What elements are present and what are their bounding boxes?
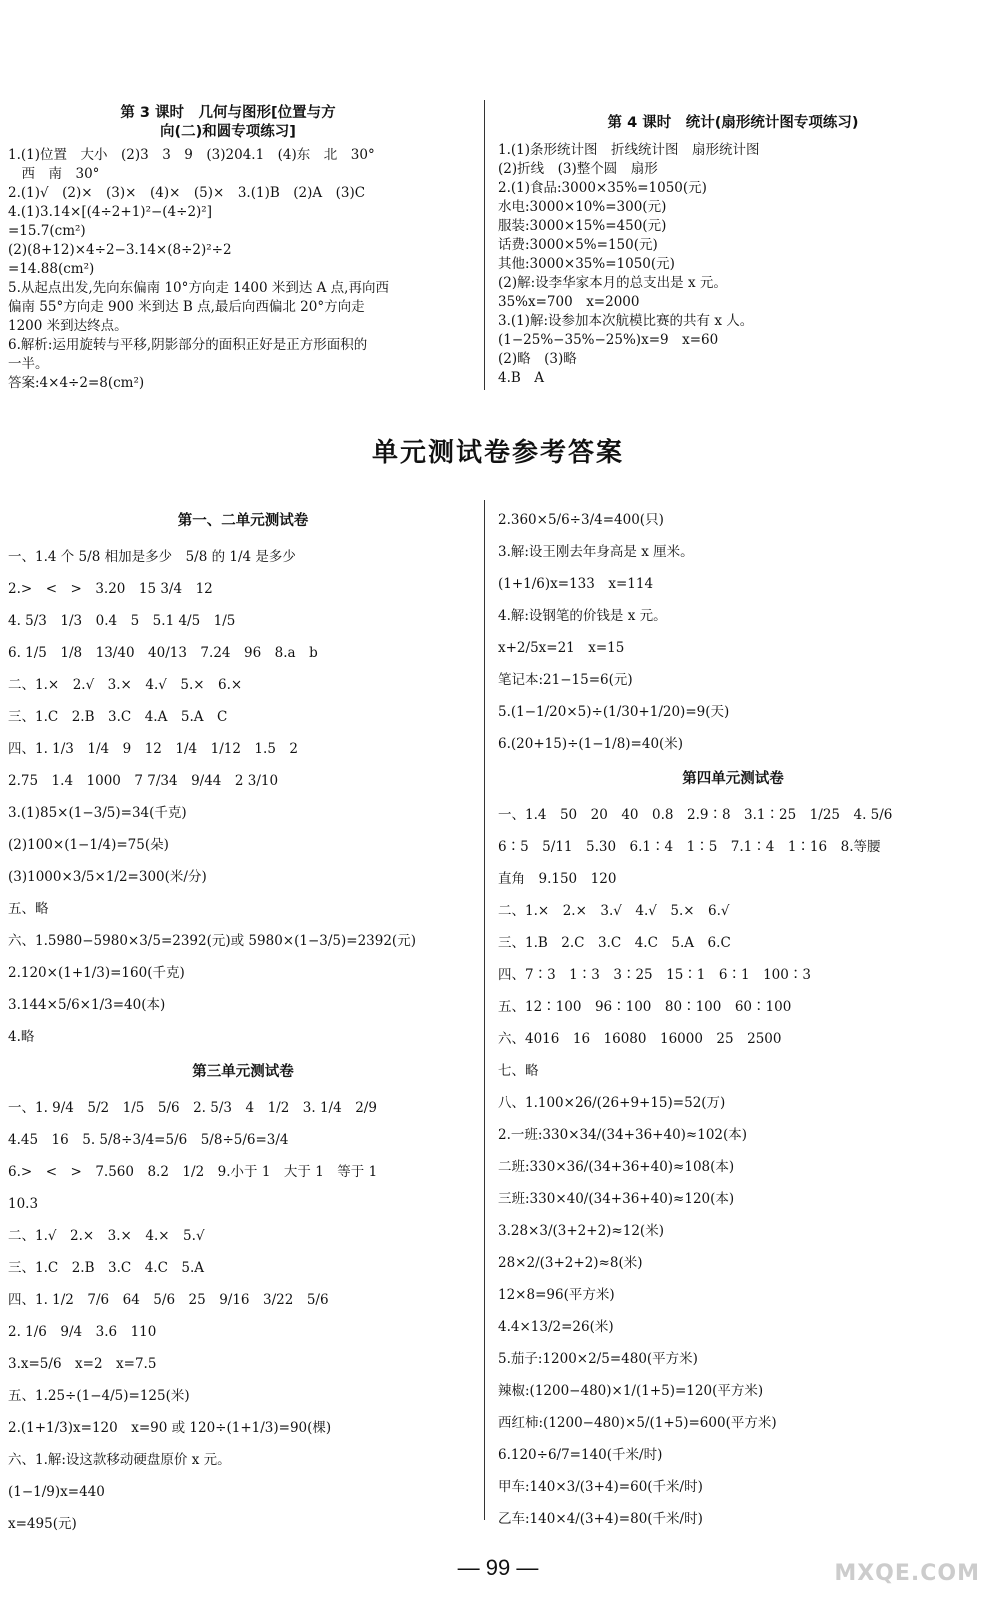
answer-line: (2)略 (3)略 xyxy=(498,351,577,367)
answer-line: 五、12∶100 96∶100 80∶100 60∶100 xyxy=(498,999,792,1015)
answer-line: (1−1/9)x=440 xyxy=(8,1484,105,1500)
unit12-title: 第一、二单元测试卷 xyxy=(177,513,309,529)
answer-line: 笔记本:21−15=6(元) xyxy=(498,672,633,688)
lesson4-answers xyxy=(498,141,968,388)
unit3-title: 第三单元测试卷 xyxy=(192,1064,294,1080)
answer-line: 辣椒:(1200−480)×1/(1+5)=120(平方米) xyxy=(498,1383,764,1399)
answer-line: 水电:3000×10%=300(元) xyxy=(498,199,667,215)
answer-line: 一、1. 9/4 5/2 1/5 5/6 2. 5/3 4 1/2 3. 1/4 2/9 xyxy=(8,1100,377,1116)
unit4-answers xyxy=(498,799,968,1535)
answer-line: (3)1000×3/5×1/2=300(米/分) xyxy=(8,869,207,885)
answer-line: 六、1.5980−5980×3/5=2392(元)或 5980×(1−3/5)=2392(元) xyxy=(8,933,416,949)
answer-line: 3.解:设王刚去年身高是 x 厘米。 xyxy=(498,544,694,560)
answer-line: 6. 1/5 1/8 13/40 40/13 7.24 96 8.a b xyxy=(8,645,318,661)
unit12-answers xyxy=(8,541,478,1053)
answer-line: 5.(1−1/20×5)÷(1/30+1/20)=9(天) xyxy=(498,704,730,720)
answer-line: 2.(1)食品:3000×35%=1050(元) xyxy=(498,180,707,196)
answer-line: 答案:4×4÷2=8(cm²) xyxy=(8,375,145,391)
page-number: — 99 — xyxy=(457,1555,539,1580)
answer-line: 5.从起点出发,先向东偏南 10°方向走 1400 米到达 A 点,再向西 xyxy=(8,280,389,296)
answer-line: 话费:3000×5%=150(元) xyxy=(498,237,658,253)
lesson4-title: 第 4 课时 统计(扇形统计图专项练习) xyxy=(607,115,859,131)
answer-line: 4.45 16 5. 5/8÷3/4=5/6 5/8÷5/6=3/4 xyxy=(8,1132,289,1148)
answer-line: 二、1.× 2.× 3.√ 4.√ 5.× 6.√ xyxy=(498,903,730,919)
answer-line: 4.B A xyxy=(498,370,545,386)
top-divider xyxy=(484,100,485,390)
answer-line: 1200 米到达终点。 xyxy=(8,318,128,334)
answer-line: 一、1.4 个 5/8 相加是多少 5/8 的 1/4 是多少 xyxy=(8,549,296,565)
bottom-right-column xyxy=(498,504,968,1535)
answer-line: 四、7∶3 1∶3 3∶25 15∶1 6∶1 100∶3 xyxy=(498,967,811,983)
answer-line: 三、1.C 2.B 3.C 4.C 5.A xyxy=(8,1260,205,1276)
answer-line: 10.3 xyxy=(8,1196,39,1212)
answer-line: 3.144×5/6×1/3=40(本) xyxy=(8,997,166,1013)
answer-line: (2)折线 (3)整个圆 扇形 xyxy=(498,161,658,177)
answer-line: 2. 1/6 9/4 3.6 110 xyxy=(8,1324,157,1340)
answer-line: 1.(1)位置 大小 (2)3 3 9 (3)204.1 (4)东 北 30° xyxy=(8,147,375,163)
answer-line: 一、1.4 50 20 40 0.8 2.9∶8 3.1∶25 1/25 4. 5/6 xyxy=(498,807,893,823)
answer-line: 四、1. 1/3 1/4 9 12 1/4 1/12 1.5 2 xyxy=(8,741,298,757)
answer-line: 八、1.100×26/(26+9+15)=52(万) xyxy=(498,1095,726,1111)
answer-line: 服装:3000×15%=450(元) xyxy=(498,218,667,234)
answer-line: 直角 9.150 120 xyxy=(498,871,617,887)
answer-line: (2)100×(1−1/4)=75(朵) xyxy=(8,837,169,853)
answer-line: 4.4×13/2=26(米) xyxy=(498,1319,614,1335)
unit3-answers xyxy=(8,1092,478,1540)
answer-line: 6.(20+15)÷(1−1/8)=40(米) xyxy=(498,736,684,752)
answer-line: x+2/5x=21 x=15 xyxy=(498,640,625,656)
answer-line: 4. 5/3 1/3 0.4 5 5.1 4/5 1/5 xyxy=(8,613,236,629)
answer-line: 6∶5 5/11 5.30 6.1∶4 1∶5 7.1∶4 1∶16 8.等腰 xyxy=(498,839,881,855)
answer-line: 2.120×(1+1/3)=160(千克) xyxy=(8,965,185,981)
watermark-logo: MXQE.COM xyxy=(834,1561,980,1586)
bottom-left-column xyxy=(8,512,478,1540)
answer-line: 3.28×3/(3+2+2)≈12(米) xyxy=(498,1223,664,1239)
answer-line: x=495(元) xyxy=(8,1516,77,1532)
bottom-divider xyxy=(484,500,485,1520)
answer-line: 五、略 xyxy=(8,901,49,917)
answer-line: 3.x=5/6 x=2 x=7.5 xyxy=(8,1356,157,1372)
answer-line: 4.(1)3.14×[(4÷2+1)²−(4÷2)²] xyxy=(8,204,212,220)
answer-line: 七、略 xyxy=(498,1063,539,1079)
answer-line: 2.(1+1/3)x=120 x=90 或 120÷(1+1/3)=90(棵) xyxy=(8,1420,332,1436)
answer-line: 4.略 xyxy=(8,1029,35,1045)
lesson3-title: 第 3 课时 几何与图形[位置与方 xyxy=(120,105,336,121)
section-title: 单元测试卷参考答案 xyxy=(371,438,624,468)
answer-line: 甲车:140×3/(3+4)=60(千米/时) xyxy=(498,1479,703,1495)
answer-line: 六、1.解:设这款移动硬盘原价 x 元。 xyxy=(8,1452,231,1468)
answer-line: 西 南 30° xyxy=(8,166,100,182)
answer-line: 三、1.B 2.C 3.C 4.C 5.A 6.C xyxy=(498,935,731,951)
lesson3-title-cont: 向(二)和圆专项练习] xyxy=(160,124,296,140)
unit3-continued-answers xyxy=(498,504,968,760)
answer-line: 2.(1)√ (2)× (3)× (4)× (5)× 3.(1)B (2)A (3)C xyxy=(8,185,366,201)
top-right-column xyxy=(498,114,968,388)
answer-line: (2)解:设李华家本月的总支出是 x 元。 xyxy=(498,275,727,291)
answer-line: 二、1.× 2.√ 3.× 4.√ 5.× 6.× xyxy=(8,677,243,693)
answer-line: 三、1.C 2.B 3.C 4.A 5.A C xyxy=(8,709,228,725)
answer-line: 乙车:140×4/(3+4)=80(千米/时) xyxy=(498,1511,703,1527)
answer-line: =14.88(cm²) xyxy=(8,261,95,277)
answer-line: 5.茄子:1200×2/5=480(平方米) xyxy=(498,1351,698,1367)
answer-line: 六、4016 16 16080 16000 25 2500 xyxy=(498,1031,782,1047)
answer-line: 3.(1)85×(1−3/5)=34(千克) xyxy=(8,805,187,821)
answer-line: 12×8=96(平方米) xyxy=(498,1287,615,1303)
answer-line: 2.一班:330×34/(34+36+40)≈102(本) xyxy=(498,1127,748,1143)
answer-line: 2.75 1.4 1000 7 7/34 9/44 2 3/10 xyxy=(8,773,279,789)
answer-line: 1.(1)条形统计图 折线统计图 扇形统计图 xyxy=(498,142,760,158)
answer-line: 4.解:设钢笔的价钱是 x 元。 xyxy=(498,608,667,624)
answer-line: 3.(1)解:设参加本次航模比赛的共有 x 人。 xyxy=(498,313,754,329)
answer-line: 二班:330×36/(34+36+40)≈108(本) xyxy=(498,1159,735,1175)
answer-line: 四、1. 1/2 7/6 64 5/6 25 9/16 3/22 5/6 xyxy=(8,1292,329,1308)
answer-line: 2.360×5/6÷3/4=400(只) xyxy=(498,512,664,528)
answer-line: (1−25%−35%−25%)x=9 x=60 xyxy=(498,332,719,348)
answer-line: 35%x=700 x=2000 xyxy=(498,294,640,310)
answer-line: 偏南 55°方向走 900 米到达 B 点,最后向西偏北 20°方向走 xyxy=(8,299,365,315)
answer-line: (2)(8+12)×4÷2−3.14×(8÷2)²÷2 xyxy=(8,242,232,258)
answer-line: 其他:3000×35%=1050(元) xyxy=(498,256,675,272)
top-left-column xyxy=(8,104,478,393)
answer-line: 三班:330×40/(34+36+40)≈120(本) xyxy=(498,1191,735,1207)
answer-line: 二、1.√ 2.× 3.× 4.× 5.√ xyxy=(8,1228,205,1244)
answer-line: 6.120÷6/7=140(千米/时) xyxy=(498,1447,663,1463)
answer-line: 6.解析:运用旋转与平移,阴影部分的面积正好是正方形面积的 xyxy=(8,337,368,353)
answer-line: 28×2/(3+2+2)≈8(米) xyxy=(498,1255,643,1271)
answer-line: =15.7(cm²) xyxy=(8,223,86,239)
answer-line: (1+1/6)x=133 x=114 xyxy=(498,576,654,592)
answer-line: 五、1.25÷(1−4/5)=125(米) xyxy=(8,1388,190,1404)
unit4-title: 第四单元测试卷 xyxy=(682,771,784,787)
lesson3-answers xyxy=(8,146,478,393)
answer-line: 一半。 xyxy=(8,356,49,372)
answer-line: 2.> < > 3.20 15 3/4 12 xyxy=(8,581,213,597)
answer-line: 西红柿:(1200−480)×5/(1+5)=600(平方米) xyxy=(498,1415,777,1431)
answer-line: 6.> < > 7.560 8.2 1/2 9.小于 1 大于 1 等于 1 xyxy=(8,1164,378,1180)
